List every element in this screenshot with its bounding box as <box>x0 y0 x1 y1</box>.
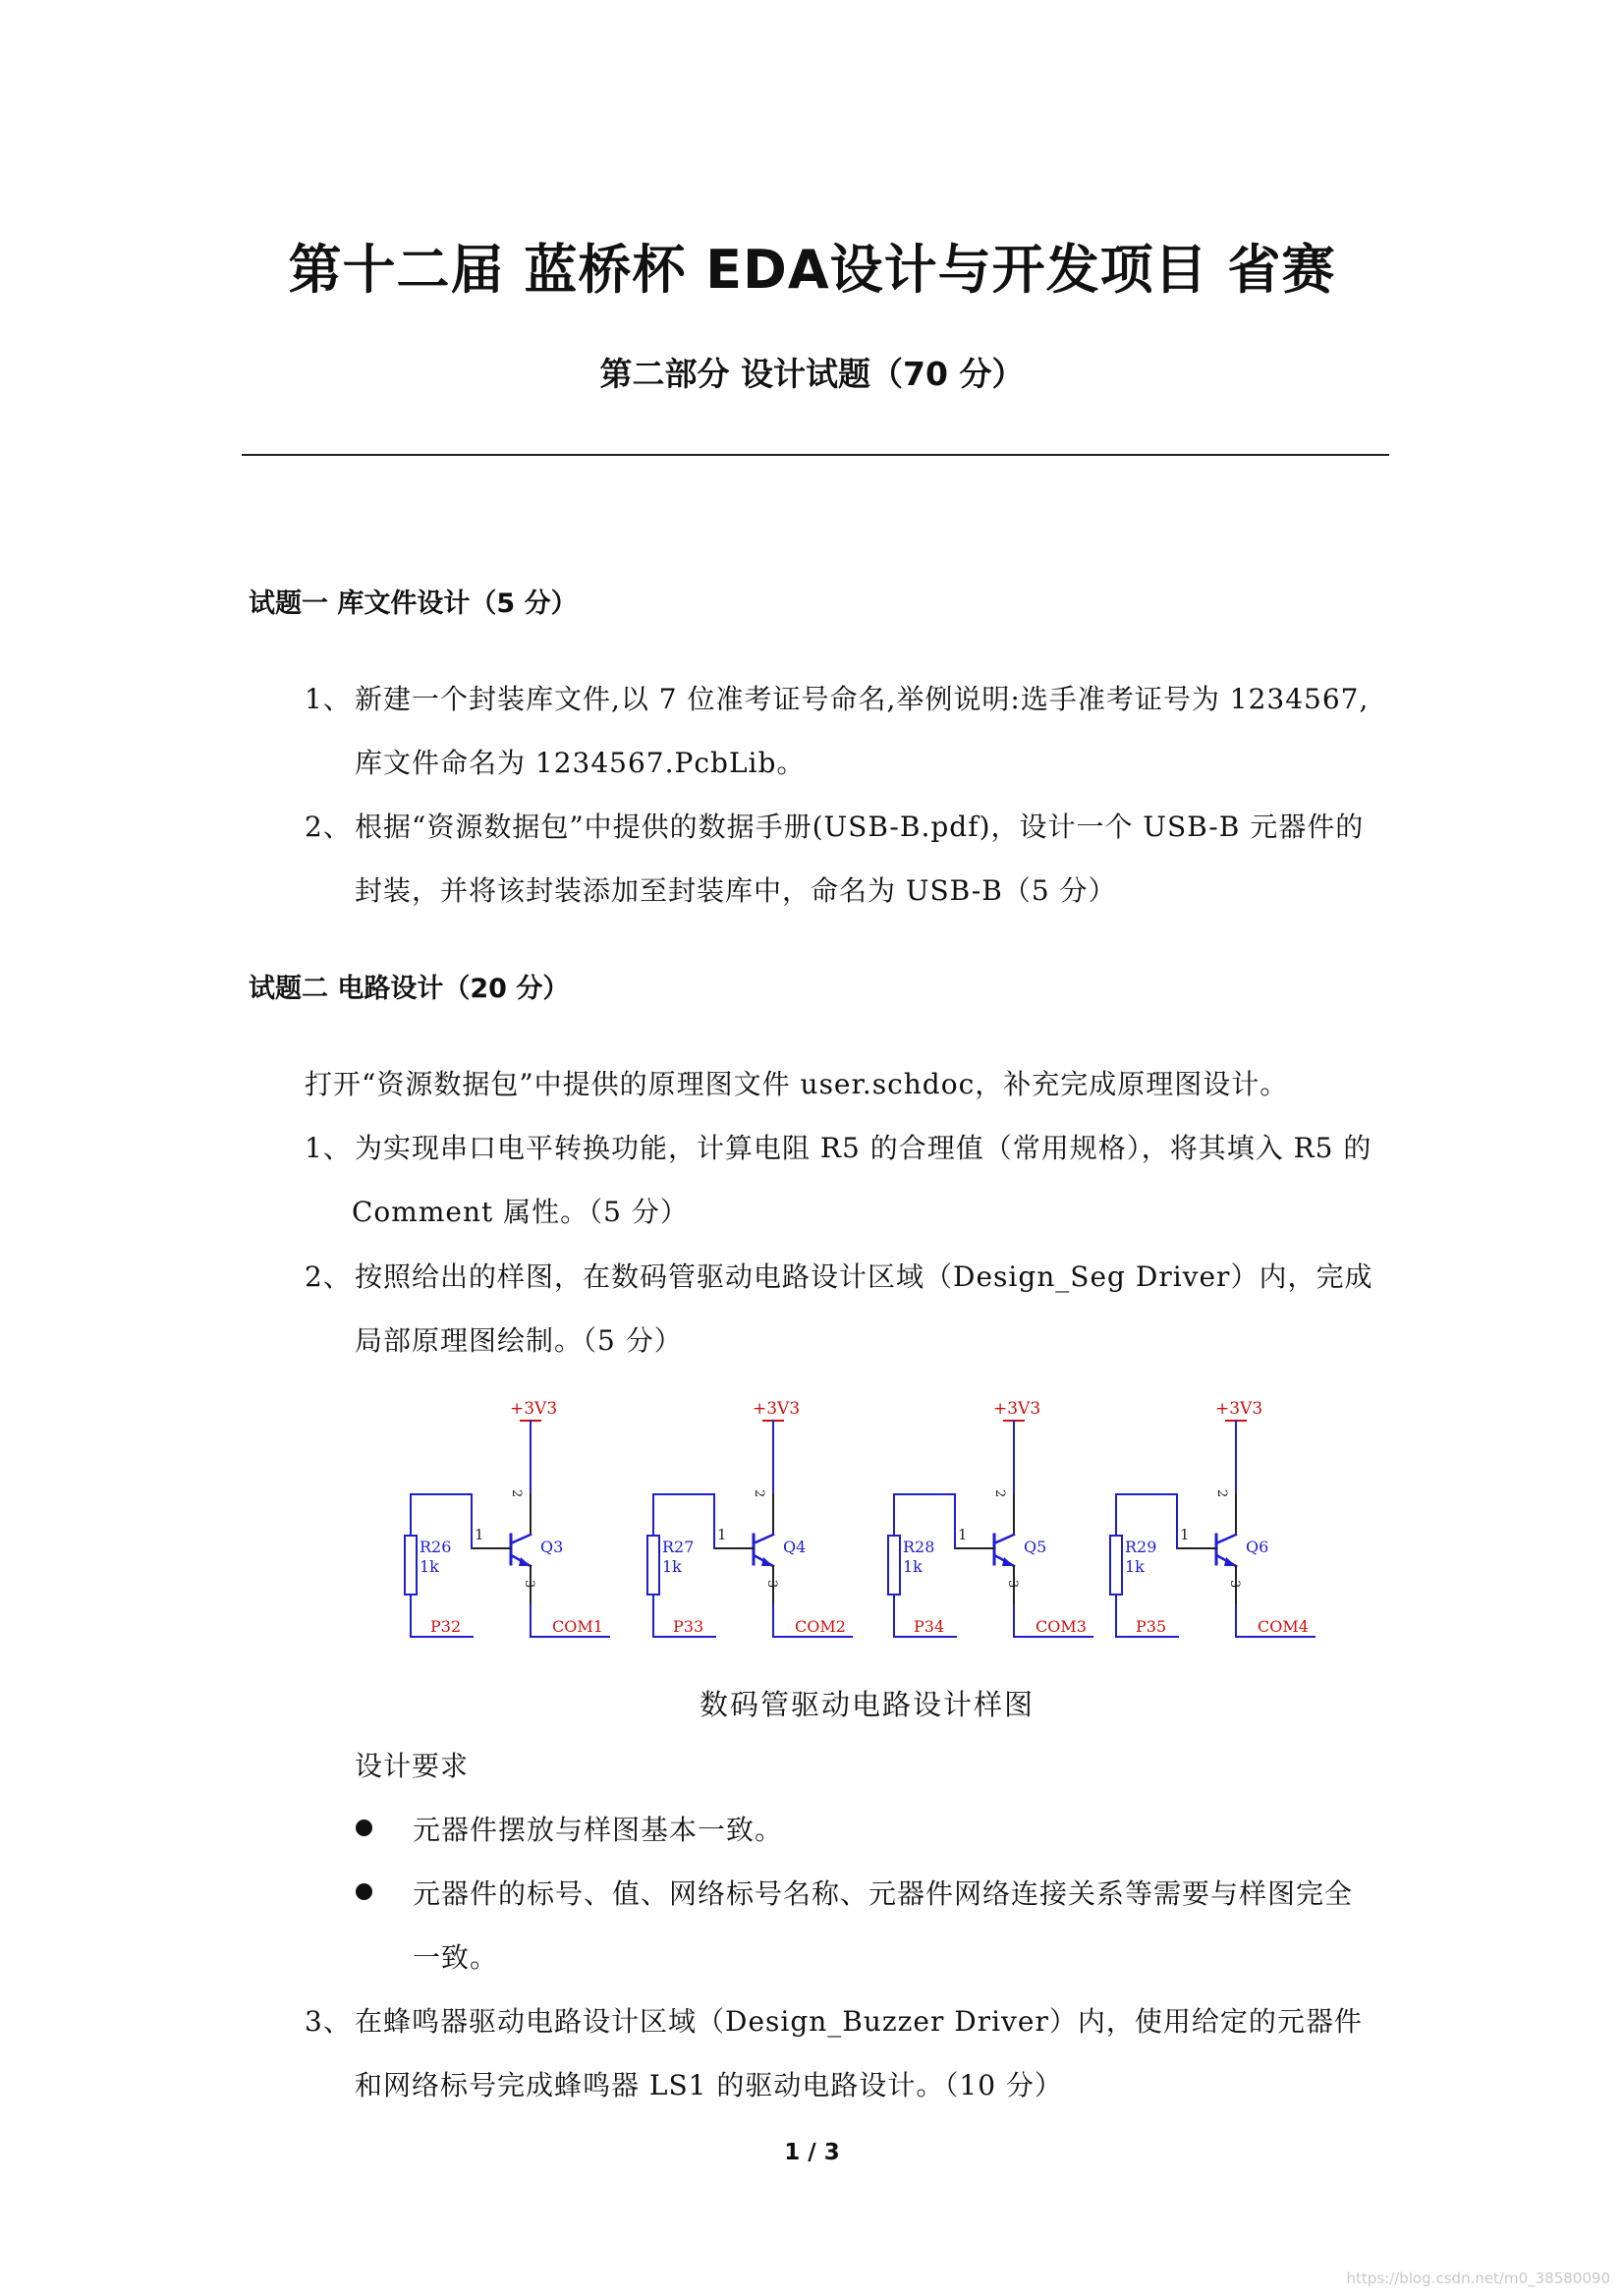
bullet-text: 元器件的标号、值、网络标号名称、元器件网络连接关系等需要与样图完全 <box>413 1877 1354 1910</box>
emitter-arrow <box>761 1557 773 1566</box>
page-subtitle: 第二部分 设计试题（70 分） <box>599 355 1025 393</box>
power-label: +3V3 <box>753 1399 801 1419</box>
resistor-body <box>888 1536 900 1595</box>
emitter-arrow <box>519 1557 531 1566</box>
net-label: COM3 <box>1036 1617 1087 1636</box>
pin-number: 2 <box>992 1489 1007 1498</box>
list-item-number: 2、 <box>305 811 352 843</box>
list-item-number: 3、 <box>305 2005 352 2038</box>
resistor-ref: R27 <box>662 1538 695 1556</box>
bullet-text: 元器件摆放与样图基本一致。 <box>413 1814 784 1846</box>
section-heading-library: 试题一 库文件设计（5 分） <box>249 588 578 619</box>
resistor-value: 1k <box>903 1557 923 1576</box>
net-label: COM2 <box>795 1617 846 1636</box>
pin-number: 3 <box>764 1580 779 1589</box>
list-item-text: 为实现串口电平转换功能，计算电阻 R5 的合理值（常用规格），将其填入 R5 的 <box>355 1132 1372 1164</box>
page-number: 1 / 3 <box>784 2140 840 2165</box>
bullet-icon <box>356 1883 372 1900</box>
net-label: P32 <box>430 1617 462 1636</box>
section-intro: 打开“资源数据包”中提供的原理图文件 user.schdoc，补充完成原理图设计。 <box>305 1068 1289 1100</box>
pin-number: 3 <box>1227 1580 1242 1589</box>
transistor-collector <box>756 1535 773 1542</box>
transistor-collector <box>1218 1535 1236 1542</box>
net-label: P33 <box>673 1617 704 1636</box>
pin-number: 2 <box>752 1489 766 1498</box>
list-item-text: 根据“资源数据包”中提供的数据手册(USB-B.pdf)，设计一个 USB-B 元器件的 <box>355 811 1365 843</box>
figure-caption: 数码管驱动电路设计样图 <box>699 1688 1035 1721</box>
resistor-body <box>647 1536 659 1595</box>
power-label: +3V3 <box>993 1399 1041 1419</box>
transistor-collector <box>513 1535 531 1542</box>
bullet-text-continued: 一致。 <box>413 1941 499 1974</box>
page-title: 第十二届 蓝桥杯 EDA设计与开发项目 省赛 <box>288 239 1336 301</box>
requirements-label: 设计要求 <box>355 1750 470 1782</box>
list-item-text: 在蜂鸣器驱动电路设计区域（Design_Buzzer Driver）内，使用给定的元器件 <box>355 2005 1363 2038</box>
list-item-text-continued: 库文件命名为 1234567.PcbLib。 <box>355 747 806 779</box>
power-label: +3V3 <box>510 1399 558 1419</box>
pin-number: 1 <box>717 1526 727 1543</box>
transistor-ref: Q5 <box>1024 1538 1047 1556</box>
resistor-body <box>1110 1536 1122 1595</box>
bullet-icon <box>356 1820 372 1836</box>
list-item-text: 新建一个封装库文件,以 7 位准考证号命名,举例说明:选手准考证号为 1234567, <box>355 683 1370 715</box>
list-item-text: 按照给出的样图，在数码管驱动电路设计区域（Design_Seg Driver）内，完成 <box>355 1260 1373 1293</box>
list-item-number: 1、 <box>305 1132 352 1164</box>
pin-number: 1 <box>1180 1526 1190 1543</box>
transistor-ref: Q4 <box>783 1538 807 1556</box>
resistor-body <box>405 1536 417 1595</box>
emitter-arrow <box>1224 1557 1236 1566</box>
pin-number: 3 <box>1005 1580 1020 1589</box>
resistor-ref: R28 <box>903 1538 935 1556</box>
resistor-ref: R26 <box>420 1538 452 1556</box>
net-label: P34 <box>914 1617 945 1636</box>
pin-number: 2 <box>1214 1489 1229 1498</box>
section-heading-circuit: 试题二 电路设计（20 分） <box>249 974 570 1004</box>
transistor-ref: Q6 <box>1246 1538 1269 1556</box>
resistor-value: 1k <box>420 1557 439 1576</box>
list-item-text-continued: Comment 属性。（5 分） <box>352 1196 689 1228</box>
transistor-collector <box>996 1535 1014 1542</box>
power-label: +3V3 <box>1215 1399 1263 1419</box>
pin-number: 1 <box>475 1526 484 1543</box>
resistor-ref: R29 <box>1125 1538 1157 1556</box>
pin-number: 2 <box>509 1489 524 1498</box>
net-label: COM1 <box>552 1617 603 1636</box>
list-item-number: 1、 <box>305 683 352 715</box>
net-label: P35 <box>1136 1617 1167 1636</box>
list-item-text-continued: 和网络标号完成蜂鸣器 LS1 的驱动电路设计。（10 分） <box>355 2069 1063 2101</box>
net-label: COM4 <box>1258 1617 1309 1636</box>
transistor-ref: Q3 <box>540 1538 564 1556</box>
list-item-text-continued: 封装，并将该封装添加至封装库中，命名为 USB-B（5 分） <box>355 874 1117 907</box>
pin-number: 3 <box>522 1580 536 1589</box>
watermark: https://blog.csdn.net/m0_38580090 <box>1346 2269 1610 2287</box>
list-item-number: 2、 <box>305 1260 352 1293</box>
pin-number: 1 <box>958 1526 968 1543</box>
list-item-text-continued: 局部原理图绘制。（5 分） <box>355 1324 683 1357</box>
resistor-value: 1k <box>662 1557 682 1576</box>
emitter-arrow <box>1002 1557 1014 1566</box>
resistor-value: 1k <box>1125 1557 1145 1576</box>
